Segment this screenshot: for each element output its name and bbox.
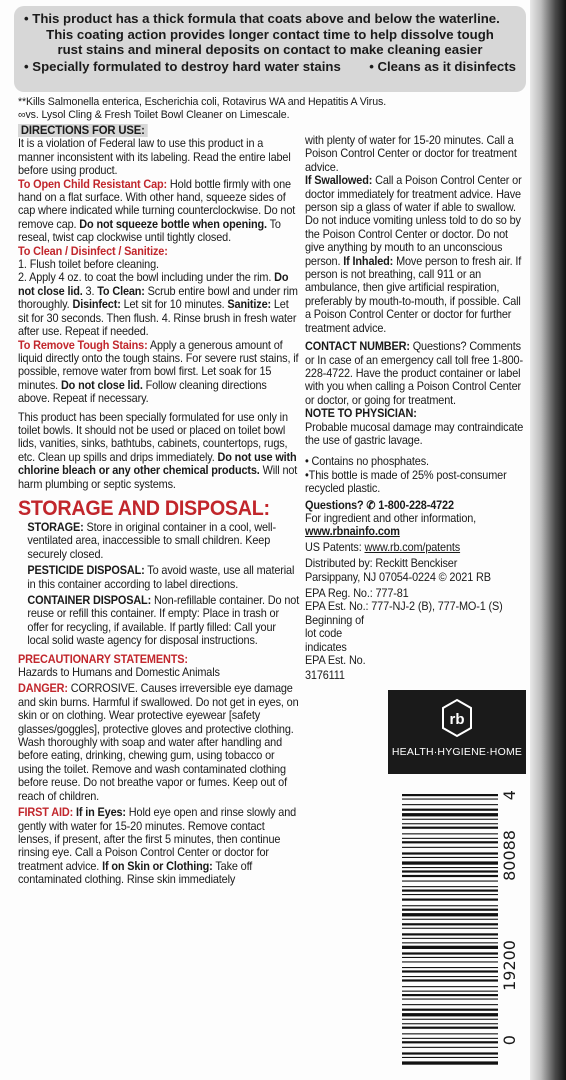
clean-disinfect: Disinfect: [72,298,121,312]
epa-reg: EPA Reg. No.: 777-81 [305,587,409,600]
clean-step-3a: 3. [82,284,98,298]
clean-to-clean: To Clean: [97,284,145,298]
swallowed-text: Call a Poison Control Center or doctor immediately for treatment advice. Have person sip a glass of water if able to swallow. Do not induce vomiting unless told to do so by the Poison Control Center or doctor. Do not give anything by mouth to an unconscious person. [305,174,522,268]
barcode-bar [402,994,498,996]
barcode-bar [402,1041,498,1043]
barcode-bar [402,919,498,920]
stains-bold: Do not close lid. [60,378,143,392]
storage-label: STORAGE: [27,520,84,534]
stains-text-1: Apply a generous amount of liquid directly onto the tough stains. For severe rust stains, if possible, remove water from bowl first. Let soak for 15 minutes. [18,338,299,392]
ingredient-info: For ingredient and other information, [305,511,477,525]
banner-line-3: rust stains and mineral deposits on contact to make cleaning easier [57,42,483,58]
if-on-skin: If on Skin or Clothing: [102,859,213,873]
barcode-digit-group-3: 80088 [500,830,519,881]
open-cap-heading: To Open Child Resistant Cap: [18,177,168,191]
barcode-bar [402,886,498,887]
if-inhaled: If Inhaled: [343,254,394,268]
physician-label: NOTE TO PHYSICIAN: [305,407,417,421]
clean-heading: To Clean / Disinfect / Sanitize: [18,244,168,258]
barcode-bar [402,1019,498,1020]
barcode-bar [402,1033,498,1034]
barcode-bar [402,986,498,987]
precaution-heading: PRECAUTIONARY STATEMENTS: [18,652,188,666]
barcode-bar [402,894,498,895]
storage-title: STORAGE AND DISPOSAL: [18,496,270,520]
pesticide-text: To avoid waste, use all material in this container according to label directions. [27,564,295,591]
skin-text: Take off contaminated clothing. Rinse skin immediately [18,859,253,887]
barcode-bar [402,799,498,800]
right-column [305,134,526,683]
barcode-bar [402,857,498,858]
barcode-bar [402,957,498,958]
barcode-bar [402,928,498,929]
distributed-by: Distributed by: Reckitt Benckiser [305,557,458,571]
banner-line-2: This coating action provides longer contact time to help dissolve tough [46,26,494,42]
special-text-1: This product has been specially formulated for use only in toilet bowls. It should not be used or placed on toilet bowl lids, vanities, sinks, bathtubs, cabinets, countertops, rugs, etc. Clean up spills and drips immediately. [18,410,288,464]
patents-label: US Patents: [305,540,365,554]
barcode-bar [402,1009,498,1011]
bottle-edge-shadow [530,0,566,1080]
feature-banner [14,6,526,92]
questions-phone: Questions? ✆ 1-800-228-4722 [305,498,454,512]
barcode-bar [402,852,498,854]
barcode-bar [402,961,498,962]
barcode-bar [402,905,498,906]
barcode-bar [402,861,498,864]
barcode-digit-group-2: 19200 [500,940,519,991]
barcode-bars [402,790,498,1068]
rb-mark-text: rb [449,711,465,728]
lot-line-2: lot code [305,627,343,641]
first-aid-label: FIRST AID: [18,806,74,820]
patents-link[interactable]: www.rb.com/patents [364,540,461,554]
barcode-bar [402,946,498,949]
special-bold: Do not use with chlorine bleach or any other chemical products. [18,450,297,478]
pesticide-label: PESTICIDE DISPOSAL: [27,564,145,578]
inhaled-text: Move person to fresh air. If person is not breathing, call 911 or an ambulance, then give artificial respiration, preferably by mouth-to-mouth, if possible. Call a Poison Control Center or doctor for further treatment advice. [305,254,522,335]
epa-est: EPA Est. No.: 777-NJ-2 (B), 777-MO-1 (S) [305,600,503,614]
container-text: Non-refillable container. Do not reuse or refill this container. If empty: Place in trash or offer for recycling, if available. If partly filled: Call your local solid waste agency for disposal instructions. [27,594,300,648]
barcode-bar [402,833,498,834]
clean-no-close: Do not close lid. [18,271,289,298]
open-cap-text-2: To reseal, twist cap clockwise until tightly closed. [18,217,281,245]
barcode-bar [402,899,498,901]
lot-code: 3176111 [305,669,345,683]
barcode-bar [402,1038,498,1039]
barcode-bar [402,938,498,939]
barcode-digit-4: 4 [500,790,519,801]
barcode-bar [402,1061,498,1064]
if-in-eyes: If in Eyes: [73,806,126,820]
open-cap-text-1: Hold bottle firmly with one hand on a flat surface. With other hand, squeeze sides of cap where indicated while turning counterclockwise. Do not remove cap. [18,177,296,231]
lot-line-4: EPA Est. No. [305,654,366,668]
open-cap-bold: Do not squeeze bottle when opening. [79,217,267,231]
barcode-digits [498,790,522,1068]
address: Parsippany, NJ 07054-0224 © 2021 RB [305,570,491,584]
clean-sanitize-text: Let sit for 30 seconds. Then flush. 4. Rinse brush in fresh water after use. Repeat if needed. [18,298,297,339]
clean-sanitize: Sanitize: [227,298,271,312]
barcode-bar [402,881,498,882]
barcode-bar [402,933,498,935]
barcode-bar [402,838,498,839]
lot-line-3: indicates [305,640,347,654]
barcode-bar [402,890,498,892]
rb-logo [388,690,526,774]
banner-bullets [24,59,516,75]
directions-heading: DIRECTIONS FOR USE: [18,124,148,137]
barcode-bar [402,1004,498,1005]
clean-step-2: 2. Apply 4 oz. to coat the bowl including under the rim. [18,271,275,285]
rb-mark-icon [440,698,474,738]
barcode-bar [402,809,498,811]
barcode-bar [402,991,498,992]
federal-law-text: It is a violation of Federal law to use this product in a manner inconsistent with its labeling. Read the entire label before using product. [18,137,291,178]
barcode-bar [402,827,498,829]
logo-tagline: HEALTH·HYGIENE·HOME [391,746,523,758]
barcode-bar [402,999,498,1000]
barcode-bar [402,913,498,916]
barcode-bar [402,1013,498,1016]
danger-text: CORROSIVE. Causes irreversible eye damage and skin burns. Harmful if swallowed. Do not get in eyes, on skin or on clothing. Wear protective eyewear [safety glasses/goggles], protective gloves and protective clothing. Wash thoroughly with soap and water after handling and before eating, drinking, chewing gum, using tobacco or using the toilet. Remove and wash contaminated clothing before reuse. Do not breathe vapor or fumes. Keep out of reach of children. [18,682,299,803]
barcode-bar [402,819,498,820]
barcode-bar [402,979,498,981]
barcode-bar [402,952,498,954]
container-label: CONTAINER DISPOSAL: [27,594,152,607]
barcode-bar [402,875,498,877]
clean-disinfect-text: Let sit for 10 minutes. [120,298,228,312]
hazards-text: Hazards to Humans and Domestic Animals [18,666,220,680]
danger-label: DANGER: [18,682,68,696]
bullet-phosphates: • Contains no phosphates. [305,455,429,469]
footnote-vs: ∞vs. Lysol Cling & Fresh Toilet Bowl Cleaner on Limescale. [18,109,290,121]
barcode-bar [402,867,498,868]
left-column [18,124,300,887]
special-text-2: Will not harm plumbing or septic systems. [18,464,298,491]
banner-line-1: • This product has a thick formula that coats above and below the waterline. [24,11,500,26]
barcode-bar [402,813,498,816]
barcode-bar [402,923,498,925]
barcode-bar [402,804,498,805]
barcode-bar [402,967,498,968]
barcode-bar [402,942,498,943]
banner-bullet-left: • Specially formulated to destroy hard water stains [24,58,341,74]
barcode-bar [402,1057,498,1058]
barcode-bar [402,1023,498,1024]
barcode-bar [402,794,498,796]
barcode-bar [402,970,498,972]
physician-text: Probable mucosal damage may contraindicate the use of gastric lavage. [305,420,524,447]
barcode-bar [402,976,498,977]
website-link[interactable]: www.rbnainfo.com [305,525,400,539]
clean-step-3b: Scrub entire bowl and under rim thoroughly. [18,284,298,312]
contact-text: Questions? Comments or In case of an emergency call toll free 1-800-228-4722. Have the product container or label with you when calling a Poison Control Center or doctor, or going for treatment. [305,340,523,407]
barcode-bar [402,1027,498,1029]
contact-label: CONTACT NUMBER: [305,340,410,354]
footnote-kills: **Kills Salmonella enterica, Escherichia coli, Rotavirus WA and Hepatitis A Virus. [18,96,387,108]
barcode-digit-1: 0 [500,1035,519,1046]
stains-heading: To Remove Tough Stains: [18,338,148,352]
barcode-bar [402,847,498,848]
barcode-bar [402,870,498,872]
storage-text: Store in original container in a cool, well-ventilated area, inaccessible to small children. Keep securely closed. [27,520,276,561]
bullet-recycled: •This bottle is made of 25% post-consumer recycled plastic. [305,468,507,496]
banner-bullet-right: • Cleans as it disinfects [369,58,516,74]
skin-continued: with plenty of water for 15-20 minutes. Call a Poison Control Center or doctor for treatment advice. [305,134,517,174]
barcode-bar [402,1047,498,1048]
stains-text-2: Follow cleaning directions above. Repeat if necessary. [18,378,267,406]
barcode-bar [402,823,498,824]
if-swallowed: If Swallowed: [305,174,373,188]
eyes-text: Hold eye open and rinse slowly and gently with water for 15-20 minutes. Remove contact lenses, if present, after the first 5 minutes, then continue rinsing eye. Call a Poison Control Center or doctor for treatment advice. [18,806,297,873]
barcode-bar [402,841,498,843]
barcode-bar [402,909,498,911]
lot-line-1: Beginning of [305,613,364,627]
barcode-bar [402,1052,498,1054]
upc-barcode [402,790,520,1068]
clean-step-1: 1. Flush toilet before cleaning. [18,258,159,272]
